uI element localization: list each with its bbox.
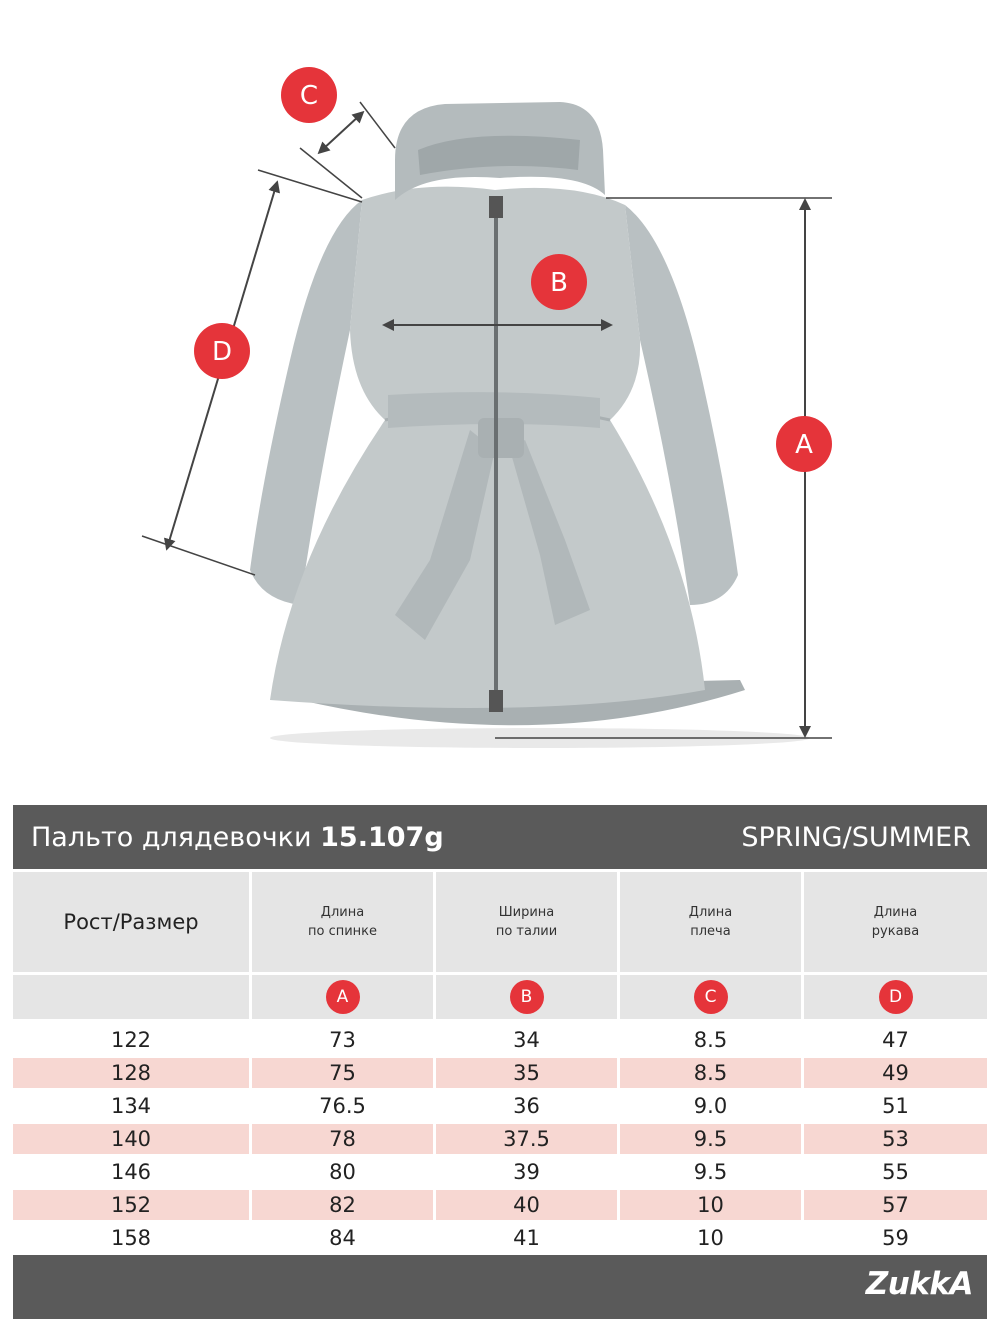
back-length-cell: 82 xyxy=(252,1190,433,1220)
marker-row-c xyxy=(620,975,801,1019)
table-row xyxy=(13,1058,987,1088)
table-row xyxy=(13,1124,987,1154)
shoulder-length-cell: 8.5 xyxy=(693,1028,728,1052)
col-c-line2: плеча xyxy=(690,924,731,939)
waist-width-cell: 34 xyxy=(513,1028,540,1052)
back-length-cell: 75 xyxy=(252,1058,433,1088)
marker-c-badge xyxy=(281,67,337,123)
col-a-line1: Длина xyxy=(320,905,365,920)
marker-row-a xyxy=(252,975,433,1019)
col-b-line1: Ширина xyxy=(498,905,555,920)
coat-image xyxy=(250,102,745,725)
season-label: SPRING/SUMMER xyxy=(741,821,971,853)
marker-row-empty xyxy=(13,975,249,1019)
col-d-line1: Длина xyxy=(873,905,918,920)
column-header-waist-width xyxy=(436,872,617,972)
sleeve-length-cell: 51 xyxy=(882,1094,909,1118)
shoulder-length-cell: 9.5 xyxy=(693,1160,728,1184)
col-c-line1: Длина xyxy=(688,905,733,920)
footer-bar xyxy=(13,1255,987,1319)
col-d-line2: рукава xyxy=(871,924,920,939)
marker-b-chip: B xyxy=(510,980,544,1014)
table-row xyxy=(13,1091,987,1121)
table-row xyxy=(13,1157,987,1187)
shoulder-length-cell: 10 xyxy=(620,1190,801,1220)
marker-row-b xyxy=(436,975,617,1019)
back-length-cell: 73 xyxy=(329,1028,356,1052)
product-name: Пальто длядевочки xyxy=(31,821,312,853)
waist-width-cell: 40 xyxy=(436,1190,617,1220)
waist-width-cell: 41 xyxy=(513,1226,540,1250)
shoulder-length-cell: 8.5 xyxy=(620,1058,801,1088)
size-cell: 152 xyxy=(13,1190,249,1220)
table-row xyxy=(13,1025,987,1055)
size-cell: 128 xyxy=(13,1058,249,1088)
marker-c-chip: C xyxy=(694,980,728,1014)
sleeve-length-cell: 57 xyxy=(804,1190,987,1220)
brand-logo: ZukkA xyxy=(865,1266,973,1302)
size-cell: 140 xyxy=(13,1124,249,1154)
size-cell: 146 xyxy=(110,1160,152,1184)
waist-width-cell: 35 xyxy=(436,1058,617,1088)
column-header-back-length xyxy=(252,872,433,972)
back-length-cell: 78 xyxy=(252,1124,433,1154)
shoulder-length-cell: 10 xyxy=(697,1226,724,1250)
sleeve-length-cell: 47 xyxy=(882,1028,909,1052)
back-length-cell: 80 xyxy=(329,1160,356,1184)
waist-width-cell: 36 xyxy=(513,1094,540,1118)
marker-b-label: B xyxy=(550,268,568,298)
sleeve-length-cell: 53 xyxy=(804,1124,987,1154)
marker-d-badge xyxy=(194,323,250,379)
size-cell: 134 xyxy=(110,1094,152,1118)
waist-width-cell: 39 xyxy=(513,1160,540,1184)
column-header-shoulder-length xyxy=(620,872,801,972)
size-header-label: Рост/Размер xyxy=(63,910,199,934)
col-b-line2: по талии xyxy=(495,924,558,939)
marker-c-label: C xyxy=(299,81,319,111)
marker-a-label: A xyxy=(795,430,813,460)
back-length-cell: 84 xyxy=(329,1226,356,1250)
marker-row-d xyxy=(804,975,987,1019)
sleeve-length-cell: 49 xyxy=(804,1058,987,1088)
marker-b-badge xyxy=(531,254,587,310)
size-column-header xyxy=(13,872,249,972)
size-cell: 122 xyxy=(110,1028,152,1052)
size-chart-title-bar xyxy=(13,805,987,869)
back-length-cell: 76.5 xyxy=(319,1094,366,1118)
size-cell: 158 xyxy=(110,1226,152,1250)
table-row xyxy=(13,1223,987,1253)
col-a-line2: по спинке xyxy=(307,924,378,939)
marker-d-label: D xyxy=(211,337,233,367)
marker-d-chip: D xyxy=(879,980,913,1014)
marker-a-chip: A xyxy=(326,980,360,1014)
table-row xyxy=(13,1190,987,1220)
sleeve-length-cell: 59 xyxy=(882,1226,909,1250)
waist-width-cell: 37.5 xyxy=(436,1124,617,1154)
shoulder-length-cell: 9.5 xyxy=(620,1124,801,1154)
shoulder-length-cell: 9.0 xyxy=(693,1094,728,1118)
sleeve-length-cell: 55 xyxy=(882,1160,909,1184)
product-title xyxy=(31,822,444,853)
product-model: 15.107g xyxy=(320,821,444,853)
column-header-sleeve-length xyxy=(804,872,987,972)
marker-a-badge xyxy=(776,416,832,472)
